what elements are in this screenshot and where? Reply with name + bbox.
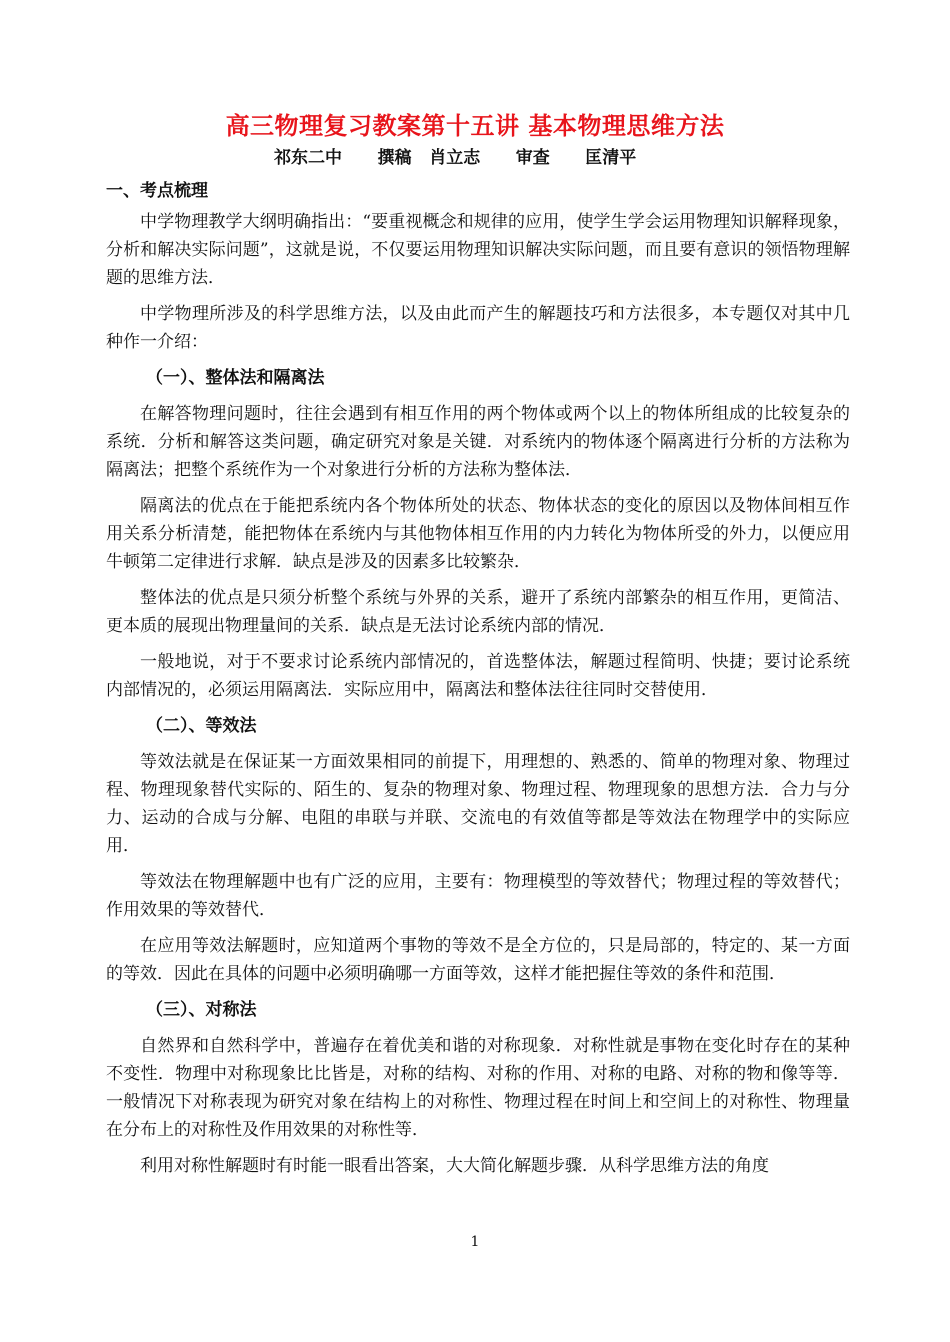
body-paragraph: 一般地说，对于不要求讨论系统内部情况的，首选整体法，解题过程简明、快捷；要讨论系统内部情况的，必须运用隔离法．实际应用中，隔离法和整体法往往同时交替使用． <box>106 652 850 700</box>
subsection-heading-whole-isolation: （一）、整体法和隔离法 <box>146 368 325 388</box>
author-byline: 祁东二中 撰稿 肖立志 审查 匡清平 <box>274 148 637 168</box>
document-title: 高三物理复习教案第十五讲 基本物理思维方法 <box>225 112 725 140</box>
body-paragraph: 整体法的优点是只须分析整个系统与外界的关系，避开了系统内部繁杂的相互作用，更简洁、更本质的展现出物理量间的关系．缺点是无法讨论系统内部的情况． <box>106 588 850 636</box>
body-paragraph: 在应用等效法解题时，应知道两个事物的等效不是全方位的，只是局部的，特定的、某一方面的等效．因此在具体的问题中必须明确哪一方面等效，这样才能把握住等效的条件和范围． <box>106 936 850 984</box>
intro-paragraph: 中学物理教学大纲明确指出：“要重视概念和规律的应用，使学生学会运用物理知识解释现象，分析和解决实际问题”，这就是说，不仅要运用物理知识解决实际问题，而且要有意识的领悟物理解题的思维方法． <box>106 212 850 288</box>
subsection-heading-symmetry: （三）、对称法 <box>146 1000 257 1020</box>
intro-paragraph: 中学物理所涉及的科学思维方法，以及由此而产生的解题技巧和方法很多，本专题仅对其中几种作一介绍： <box>106 304 850 352</box>
subsection-heading-equivalence: （二）、等效法 <box>146 716 257 736</box>
document-body <box>106 208 850 1188</box>
body-paragraph: 利用对称性解题时有时能一眼看出答案，大大简化解题步骤．从科学思维方法的角度 <box>140 1156 769 1176</box>
body-paragraph: 隔离法的优点在于能把系统内各个物体所处的状态、物体状态的变化的原因以及物体间相互作用关系分析清楚，能把物体在系统内与其他物体相互作用的内力转化为物体所受的外力，以便应用牛顿第二定律进行求解．缺点是涉及的因素多比较繁杂． <box>106 496 850 572</box>
body-paragraph: 在解答物理问题时，往往会遇到有相互作用的两个物体或两个以上的物体所组成的比较复杂的系统．分析和解答这类问题，确定研究对象是关键．对系统内的物体逐个隔离进行分析的方法称为隔离法；把整个系统作为一个对象进行分析的方法称为整体法． <box>106 404 850 480</box>
page-number: 1 <box>470 1234 480 1250</box>
body-paragraph: 等效法就是在保证某一方面效果相同的前提下，用理想的、熟悉的、简单的物理对象、物理过程、物理现象替代实际的、陌生的、复杂的物理对象、物理过程、物理现象的思想方法．合力与分力、运动的合成与分解、电阻的串联与并联、交流电的有效值等都是等效法在物理学中的实际应用． <box>106 752 850 856</box>
body-paragraph: 自然界和自然科学中，普遍存在着优美和谐的对称现象．对称性就是事物在变化时存在的某种不变性．物理中对称现象比比皆是，对称的结构、对称的作用、对称的电路、对称的物和像等等．一般情况下对称表现为研究对象在结构上的对称性、物理过程在时间上和空间上的对称性、物理量在分布上的对称性及作用效果的对称性等． <box>106 1036 850 1140</box>
section-heading: 一、考点梳理 <box>106 181 208 201</box>
body-paragraph: 等效法在物理解题中也有广泛的应用，主要有：物理模型的等效替代；物理过程的等效替代；作用效果的等效替代． <box>106 872 850 920</box>
